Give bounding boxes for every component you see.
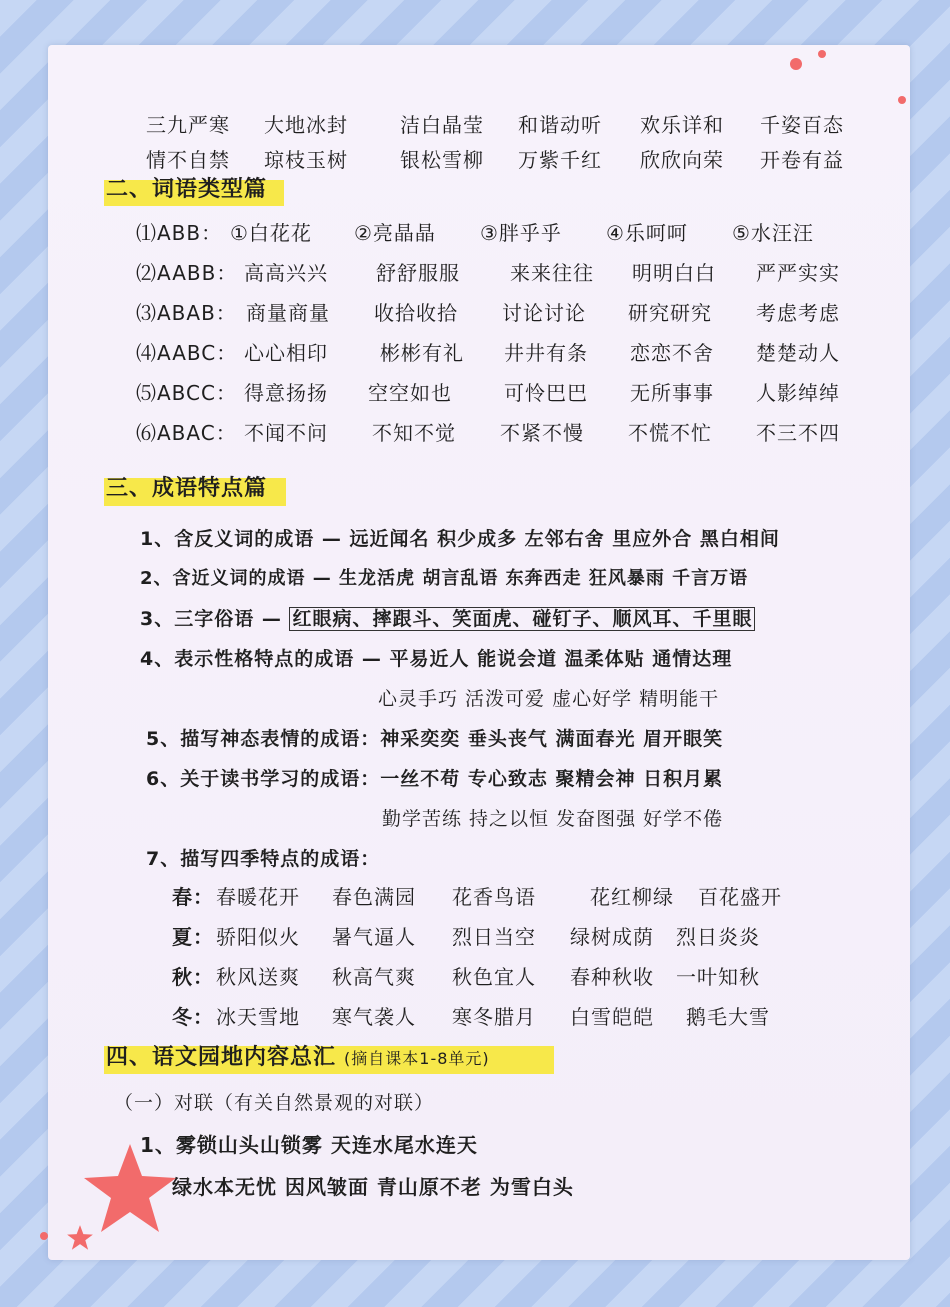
season-idiom: 鹅毛大雪 <box>686 1005 770 1029</box>
word-item: ④乐呵呵 <box>606 221 688 245</box>
word-item: 人影绰绰 <box>756 381 840 405</box>
idiom-line-synonyms: 2、含近义词的成语 — 生龙活虎 胡言乱语 东奔西走 狂风暴雨 千言万语 <box>140 568 749 589</box>
word-item: 不知不觉 <box>372 421 456 445</box>
word-item: 舒舒服服 <box>376 261 460 285</box>
section-heading-garden: 四、语文园地内容总汇 (摘自课本1-8单元) <box>106 1045 490 1070</box>
season-label: 秋： <box>172 965 214 989</box>
idiom-line-personality-cont: 心灵手巧 活泼可爱 虚心好学 精明能干 <box>378 688 720 710</box>
season-label: 冬： <box>172 1005 214 1029</box>
idiom: 银松雪柳 <box>400 148 484 172</box>
idiom: 欢乐详和 <box>640 113 724 137</box>
word-item: 无所事事 <box>630 381 714 405</box>
idiom: 和谐动听 <box>518 113 602 137</box>
couplet-line-2: 绿水本无忧 因风皱面 青山原不老 为雪白头 <box>172 1175 574 1199</box>
boxed-phrases: 红眼病、摔跟斗、笑面虎、碰钉子、顺风耳、千里眼 <box>289 607 755 631</box>
small-star-icon <box>66 1224 94 1252</box>
word-type-row-abcc <box>48 379 910 413</box>
word-type-label: ⑸ABCC： <box>136 381 237 405</box>
word-item: ⑤水汪汪 <box>732 221 814 245</box>
word-type-row-abab <box>48 299 910 333</box>
season-idiom: 寒气袭人 <box>332 1005 416 1029</box>
idiom: 开卷有益 <box>760 148 844 172</box>
word-item: 商量商量 <box>246 301 330 325</box>
word-type-row-aabb <box>48 259 910 293</box>
dot-icon <box>40 1232 48 1240</box>
word-item: 不三不四 <box>756 421 840 445</box>
word-item: 可怜巴巴 <box>504 381 588 405</box>
season-row-summer <box>48 923 910 957</box>
dot-icon <box>898 96 906 104</box>
word-item: 井井有条 <box>504 341 588 365</box>
season-label: 春： <box>172 885 214 909</box>
word-type-row-abb <box>48 219 910 253</box>
season-idiom: 百花盛开 <box>698 885 782 909</box>
word-type-row-aabc <box>48 339 910 373</box>
word-type-label: ⑹ABAC： <box>136 421 237 445</box>
idiom-row-1 <box>48 111 910 145</box>
word-item: 彬彬有礼 <box>380 341 464 365</box>
word-item: 空空如也 <box>368 381 452 405</box>
season-idiom: 秋色宜人 <box>452 965 536 989</box>
word-type-label: ⑴ABB： <box>136 221 223 245</box>
word-item: 心心相印 <box>244 341 328 365</box>
word-item: ③胖乎乎 <box>480 221 562 245</box>
section-note: (摘自课本1-8单元) <box>344 1049 490 1068</box>
idiom-line-study-cont: 勤学苦练 持之以恒 发奋图强 好学不倦 <box>382 808 724 830</box>
dot-icon <box>790 58 802 70</box>
season-idiom: 花香鸟语 <box>452 885 536 909</box>
idiom-line-personality: 4、表示性格特点的成语 — 平易近人 能说会道 温柔体贴 通情达理 <box>140 648 733 670</box>
word-item: 收拾收拾 <box>374 301 458 325</box>
word-item: 来来往往 <box>510 261 594 285</box>
section-heading-word-types: 二、词语类型篇 <box>106 177 268 202</box>
idiom-line-seasons: 7、描写四季特点的成语： <box>146 848 381 870</box>
season-idiom: 暑气逼人 <box>332 925 416 949</box>
idiom: 琼枝玉树 <box>264 148 348 172</box>
word-item: 不紧不慢 <box>500 421 584 445</box>
season-idiom: 骄阳似火 <box>216 925 300 949</box>
word-item: 高高兴兴 <box>244 261 328 285</box>
idiom: 万紫千红 <box>518 148 602 172</box>
word-item: ②亮晶晶 <box>354 221 436 245</box>
word-item: 不闻不问 <box>244 421 328 445</box>
season-label: 夏： <box>172 925 214 949</box>
word-type-label: ⑶ABAB： <box>136 301 237 325</box>
star-icon <box>80 1140 180 1240</box>
word-item: 严严实实 <box>756 261 840 285</box>
idiom: 情不自禁 <box>146 148 230 172</box>
season-idiom: 秋风送爽 <box>216 965 300 989</box>
season-idiom: 寒冬腊月 <box>452 1005 536 1029</box>
dot-icon <box>818 50 826 58</box>
subsection-couplets: （一）对联（有关自然景观的对联） <box>114 1092 435 1114</box>
season-row-winter <box>48 1003 910 1037</box>
idiom-line-expression: 5、描写神态表情的成语：神采奕奕 垂头丧气 满面春光 眉开眼笑 <box>146 728 724 750</box>
idiom-line-antonyms: 1、含反义词的成语 — 远近闻名 积少成多 左邻右舍 里应外合 黑白相间 <box>140 528 780 550</box>
season-idiom: 春色满园 <box>332 885 416 909</box>
idiom: 大地冰封 <box>264 113 348 137</box>
word-type-row-abac <box>48 419 910 453</box>
idiom: 千姿百态 <box>760 113 844 137</box>
season-idiom: 秋高气爽 <box>332 965 416 989</box>
season-row-autumn <box>48 963 910 997</box>
word-type-label: ⑷AABC： <box>136 341 238 365</box>
idiom: 洁白晶莹 <box>400 113 484 137</box>
line-prefix: 3、三字俗语 — <box>140 608 290 630</box>
word-type-label: ⑵AABB： <box>136 261 238 285</box>
idiom: 三九严寒 <box>146 113 230 137</box>
word-item: 研究研究 <box>628 301 712 325</box>
season-row-spring <box>48 883 910 917</box>
word-item: 楚楚动人 <box>756 341 840 365</box>
idiom: 欣欣向荣 <box>640 148 724 172</box>
word-item: 恋恋不舍 <box>630 341 714 365</box>
word-item: ①白花花 <box>230 221 312 245</box>
season-idiom: 烈日当空 <box>452 925 536 949</box>
season-idiom: 冰天雪地 <box>216 1005 300 1029</box>
word-item: 讨论讨论 <box>502 301 586 325</box>
season-idiom: 花红柳绿 <box>590 885 674 909</box>
word-item: 明明白白 <box>632 261 716 285</box>
word-item: 得意扬扬 <box>244 381 328 405</box>
season-idiom: 白雪皑皑 <box>570 1005 654 1029</box>
document-sheet <box>48 45 910 1260</box>
section-heading-idiom-features: 三、成语特点篇 <box>106 476 268 501</box>
season-idiom: 春暖花开 <box>216 885 300 909</box>
idiom-line-study: 6、关于读书学习的成语：一丝不苟 专心致志 聚精会神 日积月累 <box>146 768 724 790</box>
season-idiom: 绿树成荫 <box>570 925 654 949</box>
word-item: 考虑考虑 <box>756 301 840 325</box>
season-idiom: 春种秋收 <box>570 965 654 989</box>
idiom-line-three-char <box>140 605 755 633</box>
word-item: 不慌不忙 <box>628 421 712 445</box>
season-idiom: 一叶知秋 <box>676 965 760 989</box>
couplet-line-1: 1、雾锁山头山锁雾 天连水尾水连天 <box>140 1133 478 1157</box>
season-idiom: 烈日炎炎 <box>676 925 760 949</box>
